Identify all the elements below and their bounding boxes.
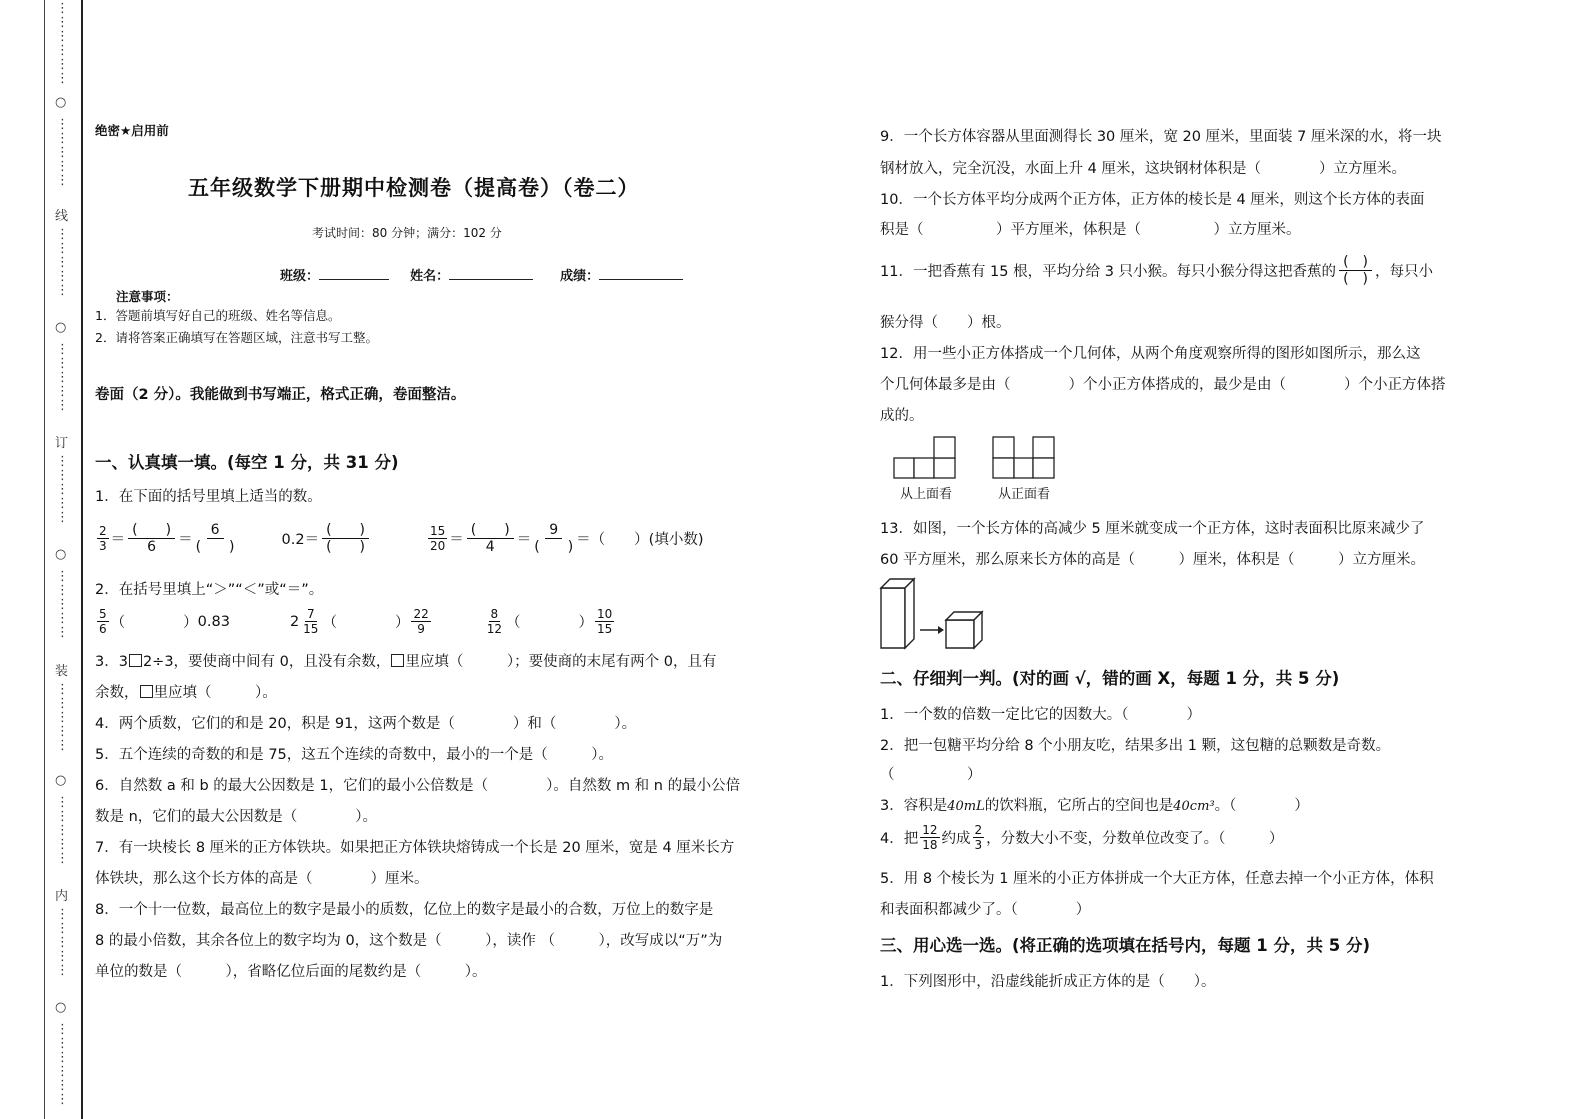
judge-question-3: 3．容积是40mL的饮料瓶，它所占的空间也是40cm³。（ ） xyxy=(880,798,1309,814)
front-view-figure xyxy=(992,436,1062,480)
binding-circle: ○ xyxy=(55,773,67,788)
class-field xyxy=(280,265,683,284)
binding-dots: ⋮ ⋮ ⋮ ⋮ ⋮ ⋮ xyxy=(56,1,69,86)
binding-label-ding: 订 xyxy=(55,436,69,451)
class-input[interactable] xyxy=(319,265,389,280)
binding-margin xyxy=(42,0,82,1119)
binding-cut-line xyxy=(81,0,83,1119)
secret-mark: 绝密★启用前 xyxy=(95,123,169,138)
binding-outer-line xyxy=(44,0,45,1119)
fill-fraction[interactable]: $\frac{( )}{( )}$ xyxy=(322,522,369,555)
section3-heading: 三、用心选一选。(将正确的选项填在括号内，每题 1 分，共 5 分) xyxy=(880,936,1371,955)
judge-question-5-cont: 和表面积都减少了。（ ） xyxy=(880,902,1091,918)
binding-dots: ⋮ ⋮ ⋮ ⋮ ⋮ ⋮ xyxy=(56,1022,69,1107)
box-placeholder xyxy=(129,654,142,667)
compare-blank[interactable]: （ ） xyxy=(110,615,198,631)
q1-fraction-row: $\frac{2}{3}$ ＝ $\frac{( )}{6}$ ＝ $\frac{6}{( )}$ 0.2＝ $\frac{( )}{( )}$ $\frac{15}{20}$ ＝ $\frac{( )}{4}$ ＝ $\frac{9}{( )}$ ＝（ ）(填小数) xyxy=(99,522,704,555)
q1-tail: ＝（ ）(填小数) xyxy=(576,532,704,548)
fraction: $\frac{22}{9}$ xyxy=(413,607,429,636)
judge-question-4: 4．把 $\frac{12}{18}$ 约成 $\frac{2}{3}$ ，分数大小不变，分数单位改变了。（ ） xyxy=(880,823,1284,852)
question-9: 9．一个长方体容器从里面测得长 30 厘米，宽 20 厘米，里面装 7 厘米深的水，将一块 xyxy=(880,129,1442,145)
binding-circle: ○ xyxy=(55,320,67,335)
compare-blank[interactable]: （ ） xyxy=(322,615,410,631)
fraction: $\frac{15}{20}$ xyxy=(430,524,446,553)
top-view-figure xyxy=(893,436,963,480)
fraction: $\frac{10}{15}$ xyxy=(597,607,613,636)
judge-question-5: 5．用 8 个棱长为 1 厘米的小正方体拼成一个大正方体，任意去掉一个小正方体，体积 xyxy=(880,871,1434,887)
notice-item: 1．答题前填写好自己的班级、姓名等信息。 xyxy=(95,308,341,323)
binding-dots: ⋮ ⋮ ⋮ ⋮ ⋮ xyxy=(56,795,69,866)
judge-question-2-cont: （ ） xyxy=(880,767,982,783)
question-13-cont: 60 平方厘米，那么原来长方体的高是（ ）厘米，体积是（ ）立方厘米。 xyxy=(880,552,1426,568)
fraction: $\frac{5}{6}$ xyxy=(99,607,107,636)
question-10: 10．一个长方体平均分成两个正方体，正方体的棱长是 4 厘米，则这个长方体的表面 xyxy=(880,192,1425,208)
figure-label: 从正面看 xyxy=(998,487,1051,502)
question-3-cont: 余数， 里应填（ ）。 xyxy=(95,685,277,701)
notice-item: 2．请将答案正确填写在答题区域，注意书写工整。 xyxy=(95,330,378,345)
question-6: 6．自然数 a 和 b 的最大公因数是 1，它们的最小公倍数是（ ）。自然数 m 和 n 的最小公倍 xyxy=(95,778,741,794)
judge-question-2: 2．把一包糖平均分给 8 个小朋友吃，结果多出 1 颗，这包糖的总颗数是奇数。 xyxy=(880,738,1391,754)
fraction: $\frac{12}{18}$ xyxy=(922,823,938,852)
question-12-cont: 成的。 xyxy=(880,408,924,424)
binding-label-nei: 内 xyxy=(55,889,69,904)
score-label: 成绩： xyxy=(560,269,600,284)
question-1: 1．在下面的括号里填上适当的数。 xyxy=(95,489,322,505)
question-8-cont: 8 的最小倍数，其余各位上的数字均为 0，这个数是（ ），读作 （ ），改写成以“万”为 xyxy=(95,933,723,949)
cuboid-to-cube-figure xyxy=(878,576,988,650)
question-12-cont: 个几何体最多是由（ ）个小正方体搭成的，最少是由（ ）个小正方体搭 xyxy=(880,377,1446,393)
page-title: 五年级数学下册期中检测卷（提高卷）（卷二） xyxy=(188,176,640,200)
binding-dots: ⋮ ⋮ ⋮ ⋮ ⋮ xyxy=(56,682,69,753)
box-placeholder xyxy=(140,685,153,698)
q2-compare-row xyxy=(95,607,616,636)
fill-fraction[interactable]: $\frac{( )}{( )}$ xyxy=(1339,254,1372,287)
section1-heading: 一、认真填一填。(每空 1 分，共 31 分) xyxy=(95,453,399,472)
question-2: 2．在括号里填上“＞”“＜”或“＝”。 xyxy=(95,582,324,598)
fraction: $\frac{2}{3}$ xyxy=(99,524,107,553)
question-7-cont: 体铁块，那么这个长方体的高是（ ）厘米。 xyxy=(95,871,429,887)
binding-label-line: 线 xyxy=(55,209,69,224)
binding-circle: ○ xyxy=(55,547,67,562)
exam-info: 考试时间：80 分钟；满分：102 分 xyxy=(312,226,502,240)
question-13: 13．如图，一个长方体的高减少 5 厘米就变成一个正方体，这时表面积比原来减少了 xyxy=(880,521,1425,537)
notice-heading: 注意事项： xyxy=(116,289,179,304)
binding-dots: ⋮ ⋮ ⋮ ⋮ ⋮ xyxy=(56,569,69,640)
binding-dots: ⋮ ⋮ ⋮ ⋮ ⋮ xyxy=(56,342,69,413)
box-placeholder xyxy=(391,654,404,667)
binding-label-zhuang: 装 xyxy=(55,664,69,679)
mixed-whole: 2 xyxy=(289,613,300,630)
fill-fraction[interactable]: $\frac{( )}{6}$ xyxy=(128,522,175,555)
question-5: 5．五个连续的奇数的和是 75，这五个连续的奇数中，最小的一个是（ ）。 xyxy=(95,747,614,763)
neatness-note: 卷面（2 分）。我能做到书写端正，格式正确，卷面整洁。 xyxy=(95,387,466,403)
decimal-value: 0.83 xyxy=(197,613,230,630)
fraction: $\frac{8}{12}$ xyxy=(486,607,503,636)
binding-dots: ⋮ ⋮ ⋮ ⋮ ⋮ xyxy=(56,454,69,525)
question-9-cont: 钢材放入，完全沉没，水面上升 4 厘米，这块钢材体积是（ ）立方厘米。 xyxy=(880,161,1406,177)
question-11-cont: 猴分得（ ）根。 xyxy=(880,315,1011,331)
choice-question-1: 1．下列图形中，沿虚线能折成正方体的是（ ）。 xyxy=(880,974,1216,990)
question-11: 11．一把香蕉有 15 根，平均分给 3 只小猴。每只小猴分得这把香蕉的 $\frac{( )}{( )}$ ，每只小 xyxy=(880,254,1433,287)
score-input[interactable] xyxy=(599,265,683,280)
fill-fraction[interactable]: $\frac{( )}{4}$ xyxy=(467,522,514,555)
binding-dots: ⋮ ⋮ ⋮ ⋮ ⋮ xyxy=(56,227,69,298)
binding-circle: ○ xyxy=(55,1000,67,1015)
compare-blank[interactable]: （ ） xyxy=(506,615,594,631)
binding-circle: ○ xyxy=(55,95,67,110)
fraction: $\frac{7}{15}$ xyxy=(303,607,319,636)
fraction: $\frac{2}{3}$ xyxy=(974,823,983,852)
section2-heading: 二、仔细判一判。(对的画 √，错的画 X，每题 1 分，共 5 分) xyxy=(880,669,1340,688)
question-6-cont: 数是 n，它们的最大公因数是（ ）。 xyxy=(95,809,378,825)
fill-fraction[interactable]: $\frac{6}{( )}$ xyxy=(195,522,235,555)
question-4: 4．两个质数，它们的和是 20，积是 91，这两个数是（ ）和（ ）。 xyxy=(95,716,637,732)
binding-dots: ⋮ ⋮ ⋮ ⋮ ⋮ xyxy=(56,117,69,188)
name-input[interactable] xyxy=(449,265,533,280)
figure-label: 从上面看 xyxy=(900,487,953,502)
judge-question-1: 1．一个数的倍数一定比它的因数大。（ ） xyxy=(880,707,1201,723)
name-label: 姓名： xyxy=(410,269,450,284)
class-label: 班级： xyxy=(280,269,320,284)
decimal-value: 0.2＝ xyxy=(281,532,320,548)
binding-dots: ⋮ ⋮ ⋮ ⋮ ⋮ xyxy=(56,907,69,978)
fill-fraction[interactable]: $\frac{9}{( )}$ xyxy=(534,522,574,555)
question-3: 3．3 2÷3，要使商中间有 0，且没有余数， 里应填（ ）；要使商的末尾有两个 0，且有 xyxy=(95,654,717,670)
question-10-cont: 积是（ ）平方厘米，体积是（ ）立方厘米。 xyxy=(880,222,1301,238)
question-12: 12．用一些小正方体搭成一个几何体，从两个角度观察所得的图形如图所示，那么这 xyxy=(880,346,1421,362)
question-7: 7．有一块棱长 8 厘米的正方体铁块。如果把正方体铁块熔铸成一个长是 20 厘米，宽是 4 厘米长方 xyxy=(95,840,735,856)
question-8: 8．一个十一位数，最高位上的数字是最小的质数，亿位上的数字是最小的合数，万位上的数字是 xyxy=(95,902,714,918)
question-8-cont: 单位的数是（ ），省略亿位后面的尾数约是（ ）。 xyxy=(95,964,487,980)
